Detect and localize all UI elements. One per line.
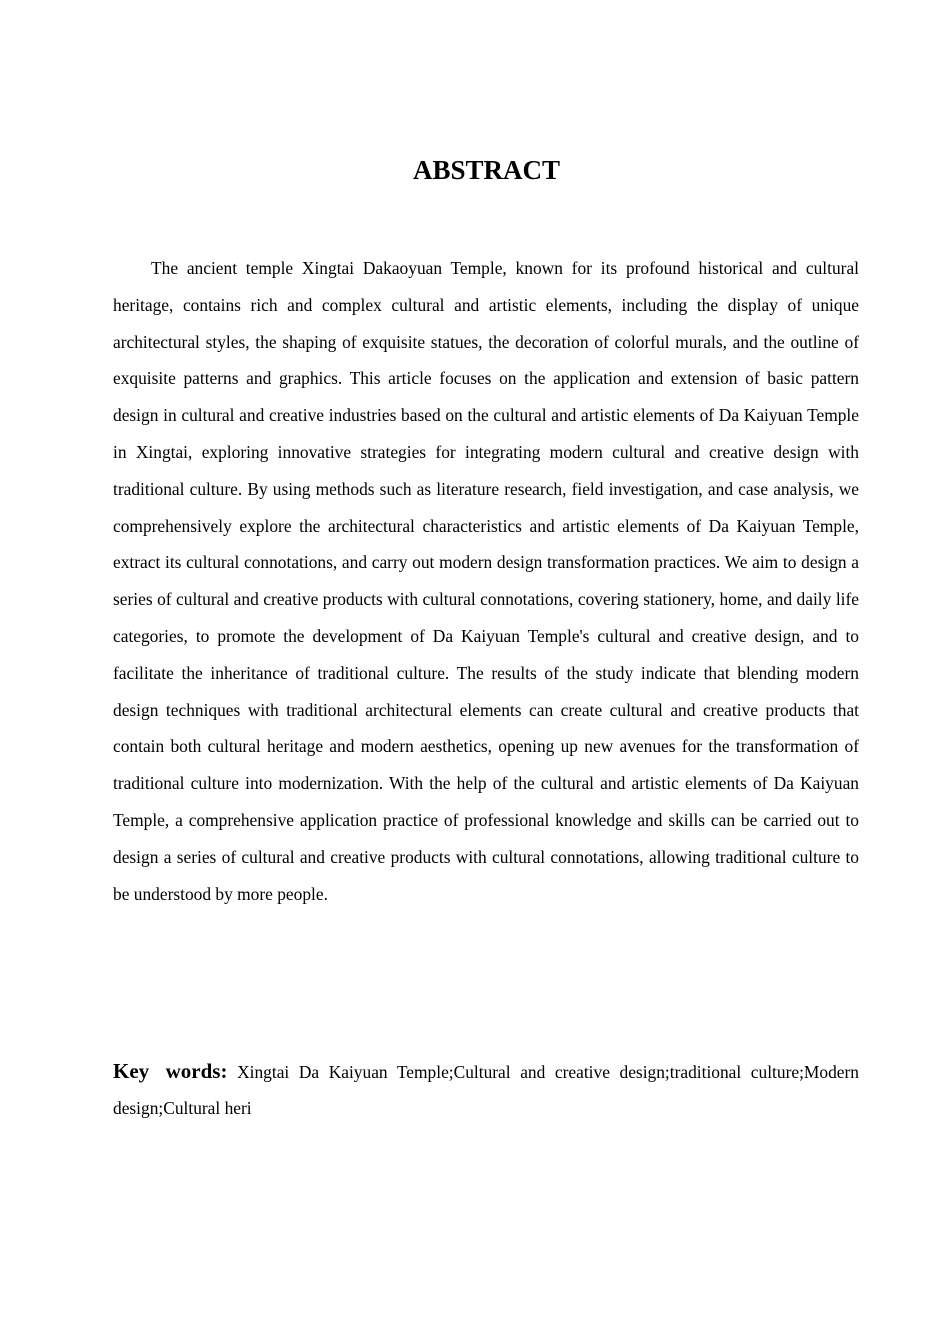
keywords-text: Xingtai Da Kaiyuan Temple;Cultural and creative design;traditional culture;Modern design;Cultural heri <box>113 1062 859 1118</box>
abstract-paragraph: The ancient temple Xingtai Dakaoyuan Temple, known for its profound historical and cultural heritage, contains rich and complex cultural and artistic elements, including the display of unique architectural styles, the shaping of exquisite statues, the decoration of colorful murals, and the outline of exquisite patterns and graphics. This article focuses on the application and extension of basic pattern design in cultural and creative industries based on the cultural and artistic elements of Da Kaiyuan Temple in Xingtai, exploring innovative strategies for integrating modern cultural and creative design with traditional culture. By using methods such as literature research, field investigation, and case analysis, we comprehensively explore the architectural characteristics and artistic elements of Da Kaiyuan Temple, extract its cultural connotations, and carry out modern design transformation practices. We aim to design a series of cultural and creative products with cultural connotations, covering stationery, home, and daily life categories, to promote the development of Da Kaiyuan Temple's cultural and creative design, and to facilitate the inheritance of traditional culture. The results of the study indicate that blending modern design techniques with traditional architectural elements can create cultural and creative products that contain both cultural heritage and modern aesthetics, opening up new avenues for the transformation of traditional culture into modernization. With the help of the cultural and artistic elements of Da Kaiyuan Temple, a comprehensive application practice of professional knowledge and skills can be carried out to design a series of cultural and creative products with cultural connotations, allowing traditional culture to be understood by more people. <box>113 258 859 904</box>
page-title: ABSTRACT <box>412 155 561 185</box>
keywords-line <box>113 1053 859 1126</box>
keywords-label: Key words: <box>113 1059 228 1083</box>
